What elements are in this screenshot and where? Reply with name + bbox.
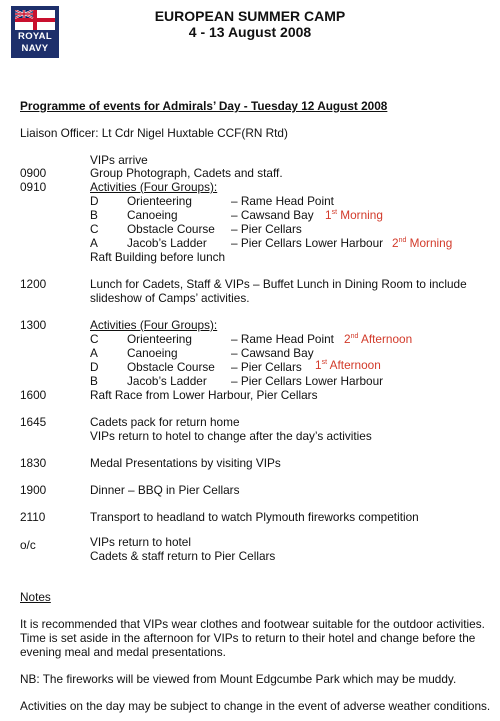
- group-location: – Cawsand Bay: [231, 346, 314, 360]
- row-text: Lunch for Cadets, Staff & VIPs – Buffet Lunch in Dining Room to include: [90, 277, 467, 291]
- liaison-officer: Liaison Officer: Lt Cdr Nigel Huxtable CCF(RN Rtd): [20, 126, 288, 140]
- group-letter: C: [90, 222, 99, 236]
- row-time: 0900: [20, 166, 47, 180]
- group-activity: Obstacle Course: [127, 360, 215, 374]
- row-time: o/c: [20, 538, 36, 552]
- row-time: 2110: [20, 510, 46, 524]
- group-note: 2nd Afternoon: [344, 332, 413, 346]
- notes-paragraph: evening meal and medal presentations.: [20, 645, 226, 659]
- row-time: 1645: [20, 415, 47, 429]
- logo-line-1: ROYAL: [18, 31, 52, 42]
- notes-heading: Notes: [20, 590, 51, 604]
- group-note: 2nd Morning: [392, 236, 453, 250]
- group-location: – Cawsand Bay: [231, 208, 314, 222]
- group-note: 1st Afternoon: [315, 358, 381, 372]
- group-activity: Orienteering: [127, 332, 192, 346]
- group-letter: B: [90, 208, 98, 222]
- logo-line-2: NAVY: [21, 43, 49, 54]
- group-activity: Jacob’s Ladder: [127, 236, 207, 250]
- group-activity: Obstacle Course: [127, 222, 215, 236]
- row-text: slideshow of Camps’ activities.: [90, 291, 250, 305]
- notes-paragraph: NB: The fireworks will be viewed from Mount Edgcumbe Park which may be muddy.: [20, 672, 457, 686]
- group-location: – Pier Cellars: [231, 222, 302, 236]
- row-time: 1600: [20, 388, 47, 402]
- row-time: 1900: [20, 483, 47, 497]
- row-text: Raft Race from Lower Harbour, Pier Cellars: [90, 388, 318, 402]
- activities-heading: Activities (Four Groups):: [90, 180, 218, 194]
- row-text: VIPs return to hotel: [90, 535, 191, 549]
- page-dates: 4 - 13 August 2008: [188, 24, 312, 40]
- group-activity: Canoeing: [127, 346, 178, 360]
- group-letter: B: [90, 374, 98, 388]
- programme-title: Programme of events for Admirals’ Day - Tuesday 12 August 2008: [20, 99, 388, 113]
- group-location: – Pier Cellars: [231, 360, 302, 374]
- group-activity: Jacob’s Ladder: [127, 374, 207, 388]
- activities-heading: Activities (Four Groups):: [90, 318, 218, 332]
- row-time: 1200: [20, 277, 47, 291]
- group-location: – Pier Cellars Lower Harbour: [231, 236, 384, 250]
- row-text: Group Photograph, Cadets and staff.: [90, 166, 283, 180]
- group-location: – Rame Head Point: [231, 194, 334, 208]
- row-time: 1830: [20, 456, 47, 470]
- row-time: 0910: [20, 180, 47, 194]
- row-text: Raft Building before lunch: [90, 250, 226, 264]
- group-location: – Pier Cellars Lower Harbour: [231, 374, 384, 388]
- group-letter: D: [90, 194, 99, 208]
- group-activity: Canoeing: [127, 208, 178, 222]
- row-text: Cadets pack for return home: [90, 415, 240, 429]
- group-location: – Rame Head Point: [231, 332, 334, 346]
- group-activity: Orienteering: [127, 194, 192, 208]
- row-text: VIPs return to hotel to change after the day’s activities: [90, 429, 372, 443]
- group-letter: A: [90, 346, 98, 360]
- row-time: 1300: [20, 318, 47, 332]
- group-letter: A: [90, 236, 98, 250]
- notes-paragraph: Time is set aside in the afternoon for VIPs to return to their hotel and change before the: [20, 631, 476, 645]
- group-letter: C: [90, 332, 99, 346]
- group-letter: D: [90, 360, 99, 374]
- notes-paragraph: It is recommended that VIPs wear clothes and footwear suitable for the outdoor activities.: [20, 617, 485, 631]
- page-title: EUROPEAN SUMMER CAMP: [154, 8, 346, 24]
- row-text: Dinner – BBQ in Pier Cellars: [90, 483, 240, 497]
- row-text: VIPs arrive: [90, 153, 148, 167]
- row-text: Cadets & staff return to Pier Cellars: [90, 549, 276, 563]
- row-text: Medal Presentations by visiting VIPs: [90, 456, 281, 470]
- group-note: 1st Morning: [325, 208, 383, 222]
- notes-paragraph: Activities on the day may be subject to change in the event of adverse weather conditions.: [20, 699, 491, 713]
- row-text: Transport to headland to watch Plymouth fireworks competition: [90, 510, 419, 524]
